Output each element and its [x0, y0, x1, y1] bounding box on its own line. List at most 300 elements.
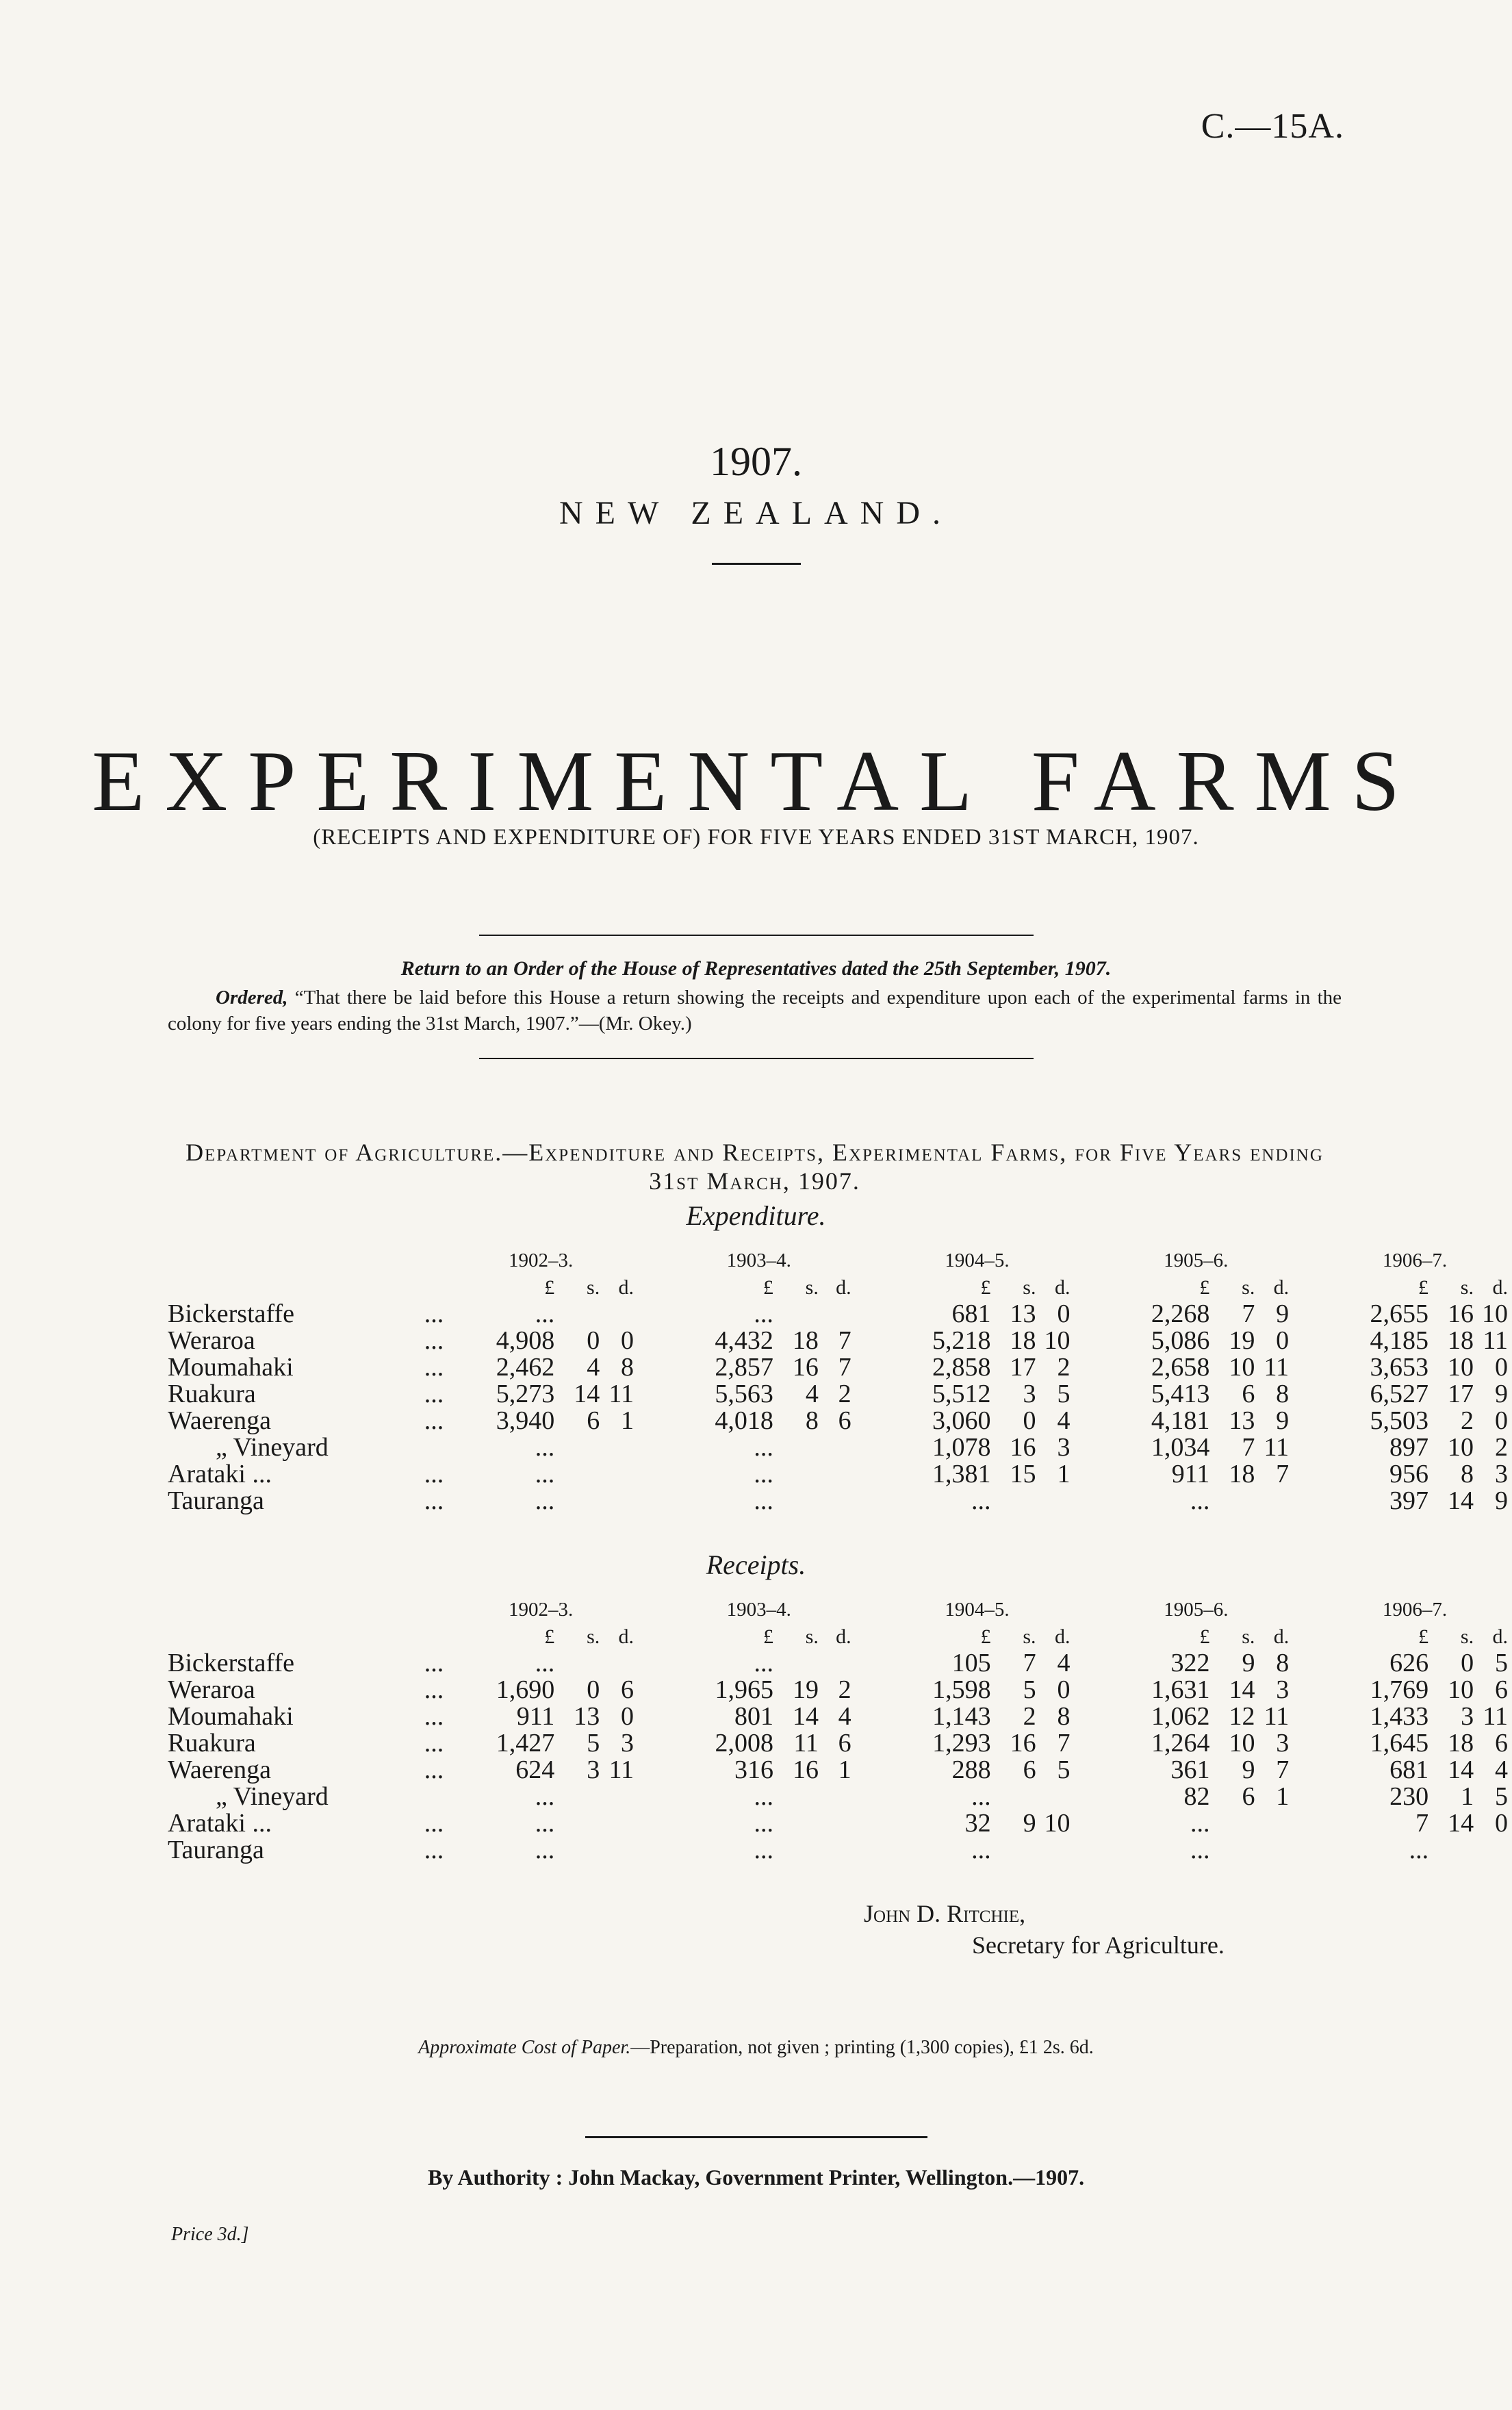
spacer-cell	[856, 1677, 880, 1703]
leader-dots: ...	[424, 1486, 444, 1515]
signatory-title: Secretary for Agriculture.	[972, 1931, 1225, 1959]
shillings-value: 7	[1242, 1433, 1255, 1462]
spacer-cell	[1293, 1677, 1318, 1703]
shillings-value: 4	[587, 1353, 600, 1382]
pence-value: 11	[1483, 1326, 1508, 1355]
pounds-value: 1,034	[1151, 1433, 1210, 1462]
spacer-cell	[1075, 1677, 1099, 1703]
pounds-unit: £	[763, 1276, 773, 1299]
spacer-cell	[1075, 1703, 1099, 1730]
pence-value	[1255, 1837, 1293, 1864]
spacer-cell	[856, 1247, 880, 1274]
leader-dots: ...	[424, 1326, 444, 1355]
country-heading: NEW ZEALAND.	[559, 495, 953, 531]
shillings-value	[784, 1784, 819, 1810]
spacer-cell	[638, 1247, 663, 1274]
pounds-value: 3,060	[932, 1406, 991, 1435]
pence-value	[600, 1461, 638, 1488]
shillings-value: 6	[587, 1406, 600, 1435]
table-row	[168, 1784, 1512, 1810]
shillings-value	[1220, 1488, 1255, 1514]
farm-name: „ Vineyard	[216, 1433, 329, 1462]
pence-value: 0	[1276, 1326, 1290, 1355]
pounds-value: 2,268	[1151, 1299, 1210, 1328]
farm-name: Bickerstaffe	[168, 1649, 294, 1677]
document-subtitle: (RECEIPTS AND EXPENDITURE OF) FOR FIVE YEARS ENDED 31ST MARCH, 1907.	[313, 825, 1199, 850]
ordered-label: Ordered,	[216, 987, 288, 1009]
spacer-cell	[638, 1837, 663, 1864]
shillings-value: 17	[1010, 1353, 1036, 1382]
pence-value: 3	[1057, 1433, 1071, 1462]
pounds-value: 4,018	[715, 1406, 773, 1435]
leader-dots: ...	[424, 1299, 444, 1328]
shillings-unit: s.	[1023, 1625, 1036, 1648]
farm-name: Ruakura	[168, 1380, 256, 1408]
spacer-cell	[1293, 1247, 1318, 1274]
spacer-cell	[1293, 1810, 1318, 1837]
pence-value: 3	[1495, 1460, 1508, 1488]
pence-value: 2	[838, 1675, 851, 1704]
year-header: 1905–6.	[1164, 1599, 1229, 1621]
pounds-unit: £	[980, 1625, 991, 1648]
expenditure-heading: Expenditure.	[686, 1200, 826, 1231]
spacer-cell	[856, 1837, 880, 1864]
shillings-value: 6	[1023, 1755, 1036, 1784]
shillings-unit: s.	[1242, 1276, 1255, 1299]
year-header: 1906–7.	[1382, 1599, 1448, 1621]
shillings-value: 10	[1447, 1433, 1474, 1462]
pounds-unit: £	[544, 1625, 555, 1648]
leader-dots: ...	[424, 1380, 444, 1408]
spacer-cell	[856, 1650, 880, 1677]
shillings-value	[1002, 1488, 1036, 1514]
pounds-value: 1,433	[1370, 1702, 1429, 1731]
shillings-value: 7	[1242, 1299, 1255, 1328]
spacer-cell	[638, 1784, 663, 1810]
shillings-value: 14	[1229, 1675, 1255, 1704]
spacer-cell	[856, 1810, 880, 1837]
shillings-value	[565, 1784, 600, 1810]
pounds-value: ...	[754, 1836, 773, 1864]
spacer-cell	[856, 1730, 880, 1757]
spacer-cell	[1075, 1597, 1099, 1623]
leader-dots: ...	[424, 1702, 444, 1731]
shillings-value: 14	[1448, 1755, 1474, 1784]
spacer-cell	[1074, 1434, 1099, 1461]
table-row	[168, 1408, 1512, 1434]
pounds-value: 5,086	[1151, 1326, 1210, 1355]
pounds-value: 1,645	[1370, 1729, 1429, 1758]
spacer-cell	[856, 1274, 880, 1301]
pence-value: 6	[838, 1729, 851, 1758]
pence-value: 0	[1495, 1406, 1508, 1435]
shillings-value	[784, 1461, 819, 1488]
spacer-cell	[1293, 1757, 1318, 1784]
farm-name: Waerenga	[168, 1406, 271, 1435]
spacer-cell	[638, 1703, 663, 1730]
table-row	[168, 1488, 1512, 1514]
pounds-value: ...	[535, 1649, 555, 1677]
spacer-cell	[1293, 1488, 1318, 1514]
table-row	[168, 1703, 1512, 1730]
shillings-unit: s.	[1460, 1625, 1474, 1648]
pounds-unit: £	[544, 1276, 555, 1299]
year-header: 1904–5.	[945, 1599, 1010, 1621]
pounds-value: 7	[1415, 1809, 1429, 1838]
pounds-value: 1,598	[932, 1675, 991, 1704]
shillings-value: 14	[1447, 1486, 1474, 1515]
leader-dots: ...	[424, 1675, 444, 1704]
leader-dots: ...	[424, 1460, 444, 1488]
shillings-value	[1002, 1784, 1036, 1810]
spacer-cell	[638, 1757, 663, 1784]
spacer-cell	[1293, 1434, 1318, 1461]
shillings-unit: s.	[1242, 1625, 1255, 1648]
spacer-cell	[638, 1650, 663, 1677]
pence-value: 7	[1057, 1729, 1071, 1758]
pounds-value: 911	[516, 1702, 555, 1731]
pounds-value: 316	[734, 1755, 773, 1784]
pounds-value: 6,527	[1370, 1380, 1428, 1408]
shillings-value: 13	[1010, 1299, 1036, 1328]
spacer-cell	[638, 1328, 663, 1354]
spacer-cell	[1074, 1354, 1099, 1381]
pence-value: 1	[838, 1755, 851, 1784]
shillings-value: 8	[1460, 1460, 1474, 1488]
shillings-value: 0	[1023, 1406, 1036, 1435]
pounds-value: 322	[1170, 1649, 1210, 1677]
pounds-unit: £	[1199, 1625, 1210, 1648]
pence-unit: d.	[618, 1276, 634, 1299]
pence-value: 6	[621, 1675, 635, 1704]
pounds-value: 3,940	[496, 1406, 555, 1435]
spacer-cell	[1293, 1354, 1318, 1381]
leader-dots	[416, 1434, 444, 1461]
shillings-value: 18	[1448, 1729, 1474, 1758]
shillings-unit: s.	[1460, 1276, 1474, 1299]
spacer-cell	[1074, 1274, 1099, 1301]
pence-unit: d.	[1054, 1276, 1071, 1299]
spacer-cell	[1075, 1810, 1099, 1837]
spacer-cell	[856, 1784, 880, 1810]
spacer-cell	[856, 1381, 880, 1408]
pounds-value: 897	[1389, 1433, 1428, 1462]
pounds-value: 1,062	[1151, 1702, 1210, 1731]
pounds-value: 5,273	[496, 1380, 555, 1408]
spacer-cell	[1074, 1247, 1099, 1274]
cost-of-paper	[0, 2037, 1512, 2059]
shillings-value: 5	[587, 1729, 600, 1758]
spacer-cell	[856, 1328, 880, 1354]
shillings-value: 10	[1447, 1353, 1474, 1382]
pence-value	[819, 1837, 856, 1864]
shillings-value: 16	[1010, 1433, 1036, 1462]
farm-name: Weraroa	[168, 1326, 255, 1355]
table-row	[168, 1757, 1512, 1784]
pence-value: 7	[838, 1326, 851, 1355]
pounds-value: 5,413	[1151, 1380, 1210, 1408]
pounds-value: 801	[734, 1702, 773, 1731]
farm-name: Weraroa	[168, 1675, 255, 1704]
return-to-order: Return to an Order of the House of Representatives dated the 25th September, 1907.	[400, 957, 1112, 980]
pence-value	[819, 1301, 856, 1328]
pence-value: 5	[1495, 1782, 1508, 1811]
pounds-value: 288	[951, 1755, 991, 1784]
corner-cell	[168, 1597, 416, 1623]
spacer-cell	[1293, 1703, 1318, 1730]
pence-value: 9	[1276, 1406, 1290, 1435]
spacer-cell	[856, 1461, 880, 1488]
shillings-value: 0	[587, 1326, 600, 1355]
spacer-cell	[1293, 1328, 1318, 1354]
price-note: Price 3d.]	[171, 2224, 249, 2245]
pence-value: 10	[1044, 1326, 1071, 1355]
pounds-value: ...	[754, 1782, 773, 1811]
pounds-value: 2,462	[496, 1353, 555, 1382]
pence-value	[600, 1301, 638, 1328]
spacer-cell	[638, 1488, 663, 1514]
year-header-row	[168, 1597, 1512, 1623]
shillings-value: 0	[1461, 1649, 1474, 1677]
pounds-value: 2,655	[1370, 1299, 1428, 1328]
pounds-value: 681	[951, 1299, 991, 1328]
pounds-value: 2,858	[932, 1353, 991, 1382]
shillings-value: 9	[1023, 1809, 1036, 1838]
spacer-cell	[856, 1408, 880, 1434]
pounds-value: ...	[754, 1460, 773, 1488]
pence-value: 7	[1276, 1755, 1290, 1784]
pence-value: 8	[1057, 1702, 1071, 1731]
pence-value: 3	[1276, 1729, 1290, 1758]
pence-value: 0	[1057, 1299, 1071, 1328]
shillings-value: 16	[792, 1755, 819, 1784]
shillings-value: 7	[1023, 1649, 1036, 1677]
table-row	[168, 1381, 1512, 1408]
pounds-value: 230	[1389, 1782, 1429, 1811]
year-header: 1902–3.	[508, 1250, 574, 1271]
pounds-value: ...	[754, 1299, 773, 1328]
spacer-cell	[638, 1354, 663, 1381]
pounds-value: 4,181	[1151, 1406, 1210, 1435]
pounds-value: ...	[535, 1433, 555, 1462]
pence-value: 11	[1264, 1702, 1290, 1731]
pence-value: 11	[1264, 1433, 1290, 1462]
corner-cell	[168, 1247, 416, 1274]
pence-value	[1036, 1784, 1075, 1810]
spacer-cell	[856, 1703, 880, 1730]
pounds-value: 32	[964, 1809, 991, 1838]
pounds-value: 681	[1389, 1755, 1429, 1784]
pounds-value: ...	[535, 1809, 555, 1838]
spacer-cell	[1075, 1757, 1099, 1784]
spacer-cell	[1074, 1328, 1099, 1354]
pence-value: 1	[1057, 1460, 1071, 1488]
spacer-cell	[1074, 1461, 1099, 1488]
shillings-value: 3	[587, 1755, 600, 1784]
pence-value: 11	[1483, 1702, 1508, 1731]
year-header: 1902–3.	[509, 1599, 574, 1621]
shillings-value	[784, 1650, 819, 1677]
pounds-value: 1,078	[932, 1433, 991, 1462]
leader-dots: ...	[424, 1755, 444, 1784]
pence-value	[819, 1461, 856, 1488]
pence-value	[819, 1434, 856, 1461]
farm-name: Tauranga	[168, 1486, 264, 1515]
pounds-value: 626	[1389, 1649, 1429, 1677]
pence-value: 6	[1495, 1675, 1508, 1704]
pounds-value: 1,381	[932, 1460, 991, 1488]
year-header: 1903–4.	[726, 1599, 791, 1621]
table-row	[168, 1837, 1512, 1864]
shillings-value: 1	[1461, 1782, 1474, 1811]
pounds-value: 4,432	[715, 1326, 773, 1355]
shillings-value: 11	[793, 1729, 819, 1758]
pence-unit: d.	[1055, 1625, 1071, 1648]
shillings-value: 15	[1010, 1460, 1036, 1488]
document-reference: C.—15A.	[1201, 107, 1344, 146]
shillings-value	[565, 1837, 600, 1864]
pence-value: 2	[1495, 1433, 1508, 1462]
units-row	[168, 1274, 1512, 1301]
shillings-value: 0	[587, 1675, 600, 1704]
pence-value: 9	[1276, 1299, 1290, 1328]
shillings-value: 5	[1023, 1675, 1036, 1704]
pounds-value: 5,503	[1370, 1406, 1428, 1435]
shillings-value	[1220, 1837, 1255, 1864]
pence-value: 7	[1276, 1460, 1290, 1488]
pounds-value: 1,427	[496, 1729, 555, 1758]
pounds-value: 1,264	[1151, 1729, 1210, 1758]
cost-text: —Preparation, not given ; printing (1,300 copies), £1 2s. 6d.	[630, 2037, 1094, 2058]
shillings-value: 18	[1229, 1460, 1255, 1488]
spacer-cell	[1293, 1274, 1318, 1301]
shillings-value	[784, 1434, 819, 1461]
spacer-cell	[1075, 1784, 1099, 1810]
pence-value: 4	[1057, 1406, 1071, 1435]
ordered-text: “That there be laid before this House a return showing the receipts and expenditure upon each of the experimental farms in the colony for five years ending the 31st March, 1907.”—(Mr. Okey.)	[168, 987, 1342, 1035]
receipts-heading: Receipts.	[706, 1549, 806, 1580]
shillings-value: 14	[792, 1702, 819, 1731]
leader-dots: ...	[424, 1406, 444, 1435]
shillings-value: 12	[1229, 1702, 1255, 1731]
corner-cell	[168, 1623, 416, 1650]
shillings-value: 14	[574, 1380, 600, 1408]
spacer-cell	[416, 1274, 444, 1301]
pounds-value: ...	[535, 1782, 555, 1811]
pounds-value: ...	[1409, 1836, 1429, 1864]
shillings-value: 3	[1461, 1702, 1474, 1731]
pence-value	[600, 1650, 638, 1677]
pounds-value: 361	[1170, 1755, 1210, 1784]
pence-value: 2	[1057, 1353, 1071, 1382]
pence-value: 11	[1264, 1353, 1290, 1382]
table-row	[168, 1328, 1512, 1354]
spacer-cell	[638, 1730, 663, 1757]
table-row	[168, 1354, 1512, 1381]
pence-value	[819, 1784, 856, 1810]
table-row	[168, 1677, 1512, 1703]
pounds-value: 4,185	[1370, 1326, 1428, 1355]
pence-value: 5	[1057, 1755, 1071, 1784]
spacer-cell	[1293, 1650, 1318, 1677]
spacer-cell	[1293, 1623, 1318, 1650]
year-header: 1903–4.	[726, 1250, 791, 1271]
corner-cell	[168, 1274, 416, 1301]
table-row	[168, 1650, 1512, 1677]
pence-value: 10	[1044, 1809, 1071, 1838]
year-header: 1905–6.	[1164, 1250, 1229, 1271]
pounds-unit: £	[1418, 1276, 1428, 1299]
spacer-cell	[1293, 1301, 1318, 1328]
pence-value: 7	[838, 1353, 851, 1382]
spacer-cell	[416, 1623, 444, 1650]
pounds-value: 2,008	[715, 1729, 773, 1758]
pence-value: 4	[838, 1702, 851, 1731]
year-header: 1904–5.	[945, 1250, 1010, 1271]
shillings-value: 16	[1010, 1729, 1036, 1758]
pounds-value: ...	[754, 1649, 773, 1677]
spacer-cell	[638, 1381, 663, 1408]
spacer-cell	[1293, 1381, 1318, 1408]
pence-unit: d.	[1273, 1276, 1290, 1299]
spacer-cell	[1075, 1623, 1099, 1650]
pounds-value: 624	[515, 1755, 555, 1784]
pounds-value: 2,857	[715, 1353, 773, 1382]
pence-value	[1255, 1810, 1293, 1837]
farm-name: Arataki ...	[168, 1460, 272, 1488]
pounds-value: 1,293	[932, 1729, 991, 1758]
pence-value	[600, 1434, 638, 1461]
pence-value: 2	[838, 1380, 851, 1408]
pence-unit: d.	[836, 1276, 851, 1299]
shillings-value: 16	[792, 1353, 819, 1382]
spacer-cell	[856, 1757, 880, 1784]
farm-name: Arataki ...	[168, 1809, 272, 1838]
leader-dots	[416, 1784, 444, 1810]
shillings-value	[565, 1650, 600, 1677]
spacer-cell	[1293, 1461, 1318, 1488]
leader-dots: ...	[424, 1353, 444, 1382]
pence-value: 0	[1495, 1353, 1508, 1382]
shillings-value: 17	[1447, 1380, 1474, 1408]
spacer-cell	[1293, 1408, 1318, 1434]
printer-authority: By Authority : John Mackay, Government Printer, Wellington.—1907.	[427, 2165, 1085, 2190]
pence-value: 4	[1057, 1649, 1071, 1677]
pounds-value: ...	[535, 1460, 555, 1488]
cost-label: Approximate Cost of Paper.	[418, 2037, 631, 2058]
pounds-value: 5,512	[932, 1380, 991, 1408]
department-heading: Department of Agriculture.—Expenditure and Receipts, Experimental Farms, for Five Years ending 31st March, 1907.	[185, 1139, 1324, 1195]
shillings-value: 18	[1447, 1326, 1474, 1355]
pounds-value: 105	[951, 1649, 991, 1677]
pounds-value: 2,658	[1151, 1353, 1210, 1382]
shillings-value	[784, 1301, 819, 1328]
farm-name: Ruakura	[168, 1729, 256, 1758]
pounds-value: ...	[754, 1486, 773, 1515]
pounds-value: 1,143	[932, 1702, 991, 1731]
pounds-value: ...	[535, 1486, 555, 1515]
pounds-unit: £	[1199, 1276, 1210, 1299]
pounds-value: 1,631	[1151, 1675, 1210, 1704]
pence-value: 8	[1276, 1380, 1290, 1408]
divider-rule	[712, 563, 801, 565]
pence-value: 9	[1495, 1380, 1508, 1408]
shillings-value: 13	[1229, 1406, 1255, 1435]
spacer-cell	[638, 1623, 663, 1650]
spacer-cell	[1075, 1650, 1099, 1677]
table-row	[168, 1730, 1512, 1757]
shillings-value: 6	[1242, 1380, 1255, 1408]
